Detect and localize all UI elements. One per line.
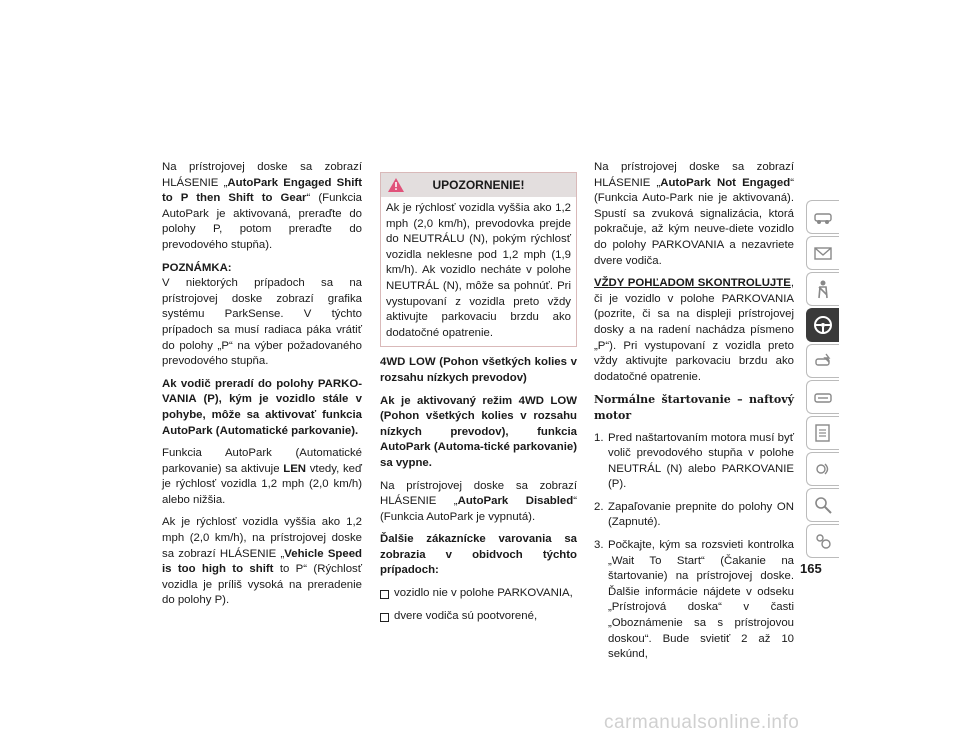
envelope-icon [812, 242, 834, 264]
checkbox-square-icon [380, 613, 389, 622]
text: “ (Funkcia AutoPark je vypnutá). [380, 495, 577, 523]
bullet-item [380, 609, 577, 625]
emphasis-underlined: VŽDY POHĽADOM SKONTROLUJTE [594, 277, 791, 290]
text: Ak je rýchlosť vozidla vyššia ako 1,2 mph (2,0 km/h), na prístrojovej doske sa zobrazí HLÁSENIE „ [162, 516, 362, 560]
text: Funkcia AutoPark (Automatické parkovanie) sa aktivuje [162, 447, 362, 475]
list-item [594, 538, 794, 663]
item-text: Počkajte, kým sa rozsvieti kontrolka „Wait To Start“ (Čakanie na štartovanie) na prístrojovej doske. Ďalšie informácie nájdete v odseku „Prístrojová doska“ v časti „Oboznámenie sa s prístrojovou doskou“. Bude svietiť 2 až 10 sekúnd, [608, 539, 794, 661]
item-number: 1. [594, 431, 604, 444]
heading-diesel-start: Normálne štartovanie – naftový motor [594, 393, 794, 422]
emphasis: LEN [283, 462, 307, 475]
paragraph-activation [162, 446, 362, 508]
paragraph-speed [162, 515, 362, 609]
bullet-item [380, 586, 577, 602]
chapter-tabs [806, 200, 842, 560]
paragraph-autopark-engaged [162, 160, 362, 254]
tab-multimedia[interactable] [806, 452, 839, 486]
paragraph-4wd-low: Ak je aktivovaný režim 4WD LOW (Pohon všetkých kolies v rozsahu nízkych prevodov), funkcia AutoPark (Automa-tické parkovanie) sa vypne. [380, 394, 577, 469]
text: , či je vozidlo v polohe PARKOVANIA (pozrite, či sa na displeji prístrojovej dosky a na radení nachádza písmeno „P“). Pri vystupovaní z vozidla preto vždy aktivujte parkovaciu brzdu ako dodatočné opatrenie. [594, 277, 794, 383]
tab-car-info[interactable] [806, 200, 839, 234]
checklist-icon [812, 422, 834, 444]
text: to P“ (Rýchlosť vozidla je príliš vysoká na preradenie do polohy P). [162, 563, 362, 607]
note [162, 261, 362, 370]
text: Na prístrojovej doske sa zobrazí HLÁSENIE „ [162, 161, 362, 189]
tab-driving[interactable] [806, 308, 839, 342]
paragraph-autopark-disabled [380, 479, 577, 526]
tab-emergency[interactable] [806, 344, 839, 378]
tab-messages[interactable] [806, 236, 839, 270]
note-text: V niektorých prípadoch sa na prístrojovej doske zobrazí grafika systému ParkSense. V týchto prípadoch sa musí radiaca páka vrátiť do polohy „P“ na výber požadovaného prevodového stupňa. [162, 277, 362, 368]
warning-header [381, 173, 576, 197]
car-info-icon [812, 206, 834, 228]
item-number: 3. [594, 539, 604, 552]
item-text: Zapaľovanie prepnite do polohy ON (Zapnuté). [608, 500, 794, 529]
message-text: AutoPark Disabled [457, 495, 574, 508]
bullet-text: dvere vodiča sú pootvorené, [394, 609, 538, 622]
note-title: POZNÁMKA: [162, 261, 232, 274]
warning-title: UPOZORNENIE! [432, 178, 525, 192]
paragraph-always-check [594, 276, 794, 385]
steering-wheel-icon [812, 314, 834, 336]
item-number: 2. [594, 500, 604, 513]
tab-index[interactable] [806, 524, 839, 558]
paragraph-autopark-not-engaged [594, 160, 794, 269]
column-left [162, 160, 362, 616]
crash-icon [812, 350, 834, 372]
gear-settings-icon [812, 530, 834, 552]
tab-safety[interactable] [806, 272, 839, 306]
item-text: Pred naštartovaním motora musí byť volič prevodového stupňa v polohe NEUTRÁL (N) alebo PARKOVANIE (P). [608, 431, 794, 491]
text: Na prístrojovej doske sa zobrazí HLÁSENIE „ [594, 161, 794, 189]
message-text: Vehicle Speed is too high to shift [162, 547, 362, 576]
bullet-text: vozidlo nie v polohe PARKOVANIA, [394, 587, 573, 600]
seat-belt-icon [812, 278, 834, 300]
page-number: 165 [800, 561, 822, 576]
tab-service[interactable] [806, 380, 839, 414]
column-right [594, 160, 794, 670]
list-item [594, 431, 794, 493]
message-text: AutoPark Engaged Shift to P then Shift to Gear [162, 176, 362, 205]
watermark: carmanualsonline.info [604, 712, 800, 733]
message-text: AutoPark Not Engaged [660, 176, 791, 189]
warning-box [380, 172, 577, 347]
heading-warnings: Ďalšie zákaznícke varovania sa zobrazia v obidvoch týchto prípadoch: [380, 533, 577, 577]
tab-customer-assistance[interactable] [806, 488, 839, 522]
car-service-icon [812, 386, 834, 408]
paragraph-bold: Ak vodič preradí do polohy PARKO-VANIA (P), kým je vozidlo stále v pohybe, môže sa aktivovať funkcia AutoPark (Automatické parkovanie). [162, 377, 362, 437]
text: “ (Funkcia Auto-Park nie je aktivovaná). Spustí sa zvuková signalizácia, ktorá pokračuje, až kým neuve-diete vozidlo do polohy PARKOVANIA a nezavriete dvere vodiča. [594, 176, 794, 267]
text: “ (Funkcia AutoPark je aktivovaná, preraďte do polohy P, potom preraďte do prevodového stupňa). [162, 192, 363, 251]
warning-text: Ak je rýchlosť vozidla vyššia ako 1,2 mph (2,0 km/h), prevodovka prejde do NEUTRÁLU (N), pokým rýchlosť vozidla neklesne pod 1,2 mph (1,9 km/h). Ak vozidlo necháte v polohe NEUTRÁL (N), môže sa pohnúť. Pri vystupovaní z vozidla preto vždy aktivujte parkovaciu brzdu ako dodatočné opatrenie. [386, 202, 571, 339]
text: vtedy, keď je rýchlosť vozidla 1,2 mph (2,0 km/h) alebo nižšia. [162, 462, 363, 506]
text: Na prístrojovej doske sa zobrazí HLÁSENIE „ [380, 479, 577, 508]
column-middle [380, 172, 577, 631]
magnifier-icon [812, 494, 834, 516]
tab-specs[interactable] [806, 416, 839, 450]
list-item [594, 500, 794, 531]
settings-icon [812, 458, 834, 480]
checkbox-square-icon [380, 590, 389, 599]
heading-4wd-low: 4WD LOW (Pohon všetkých kolies v rozsahu nízkych prevodov) [380, 356, 577, 384]
